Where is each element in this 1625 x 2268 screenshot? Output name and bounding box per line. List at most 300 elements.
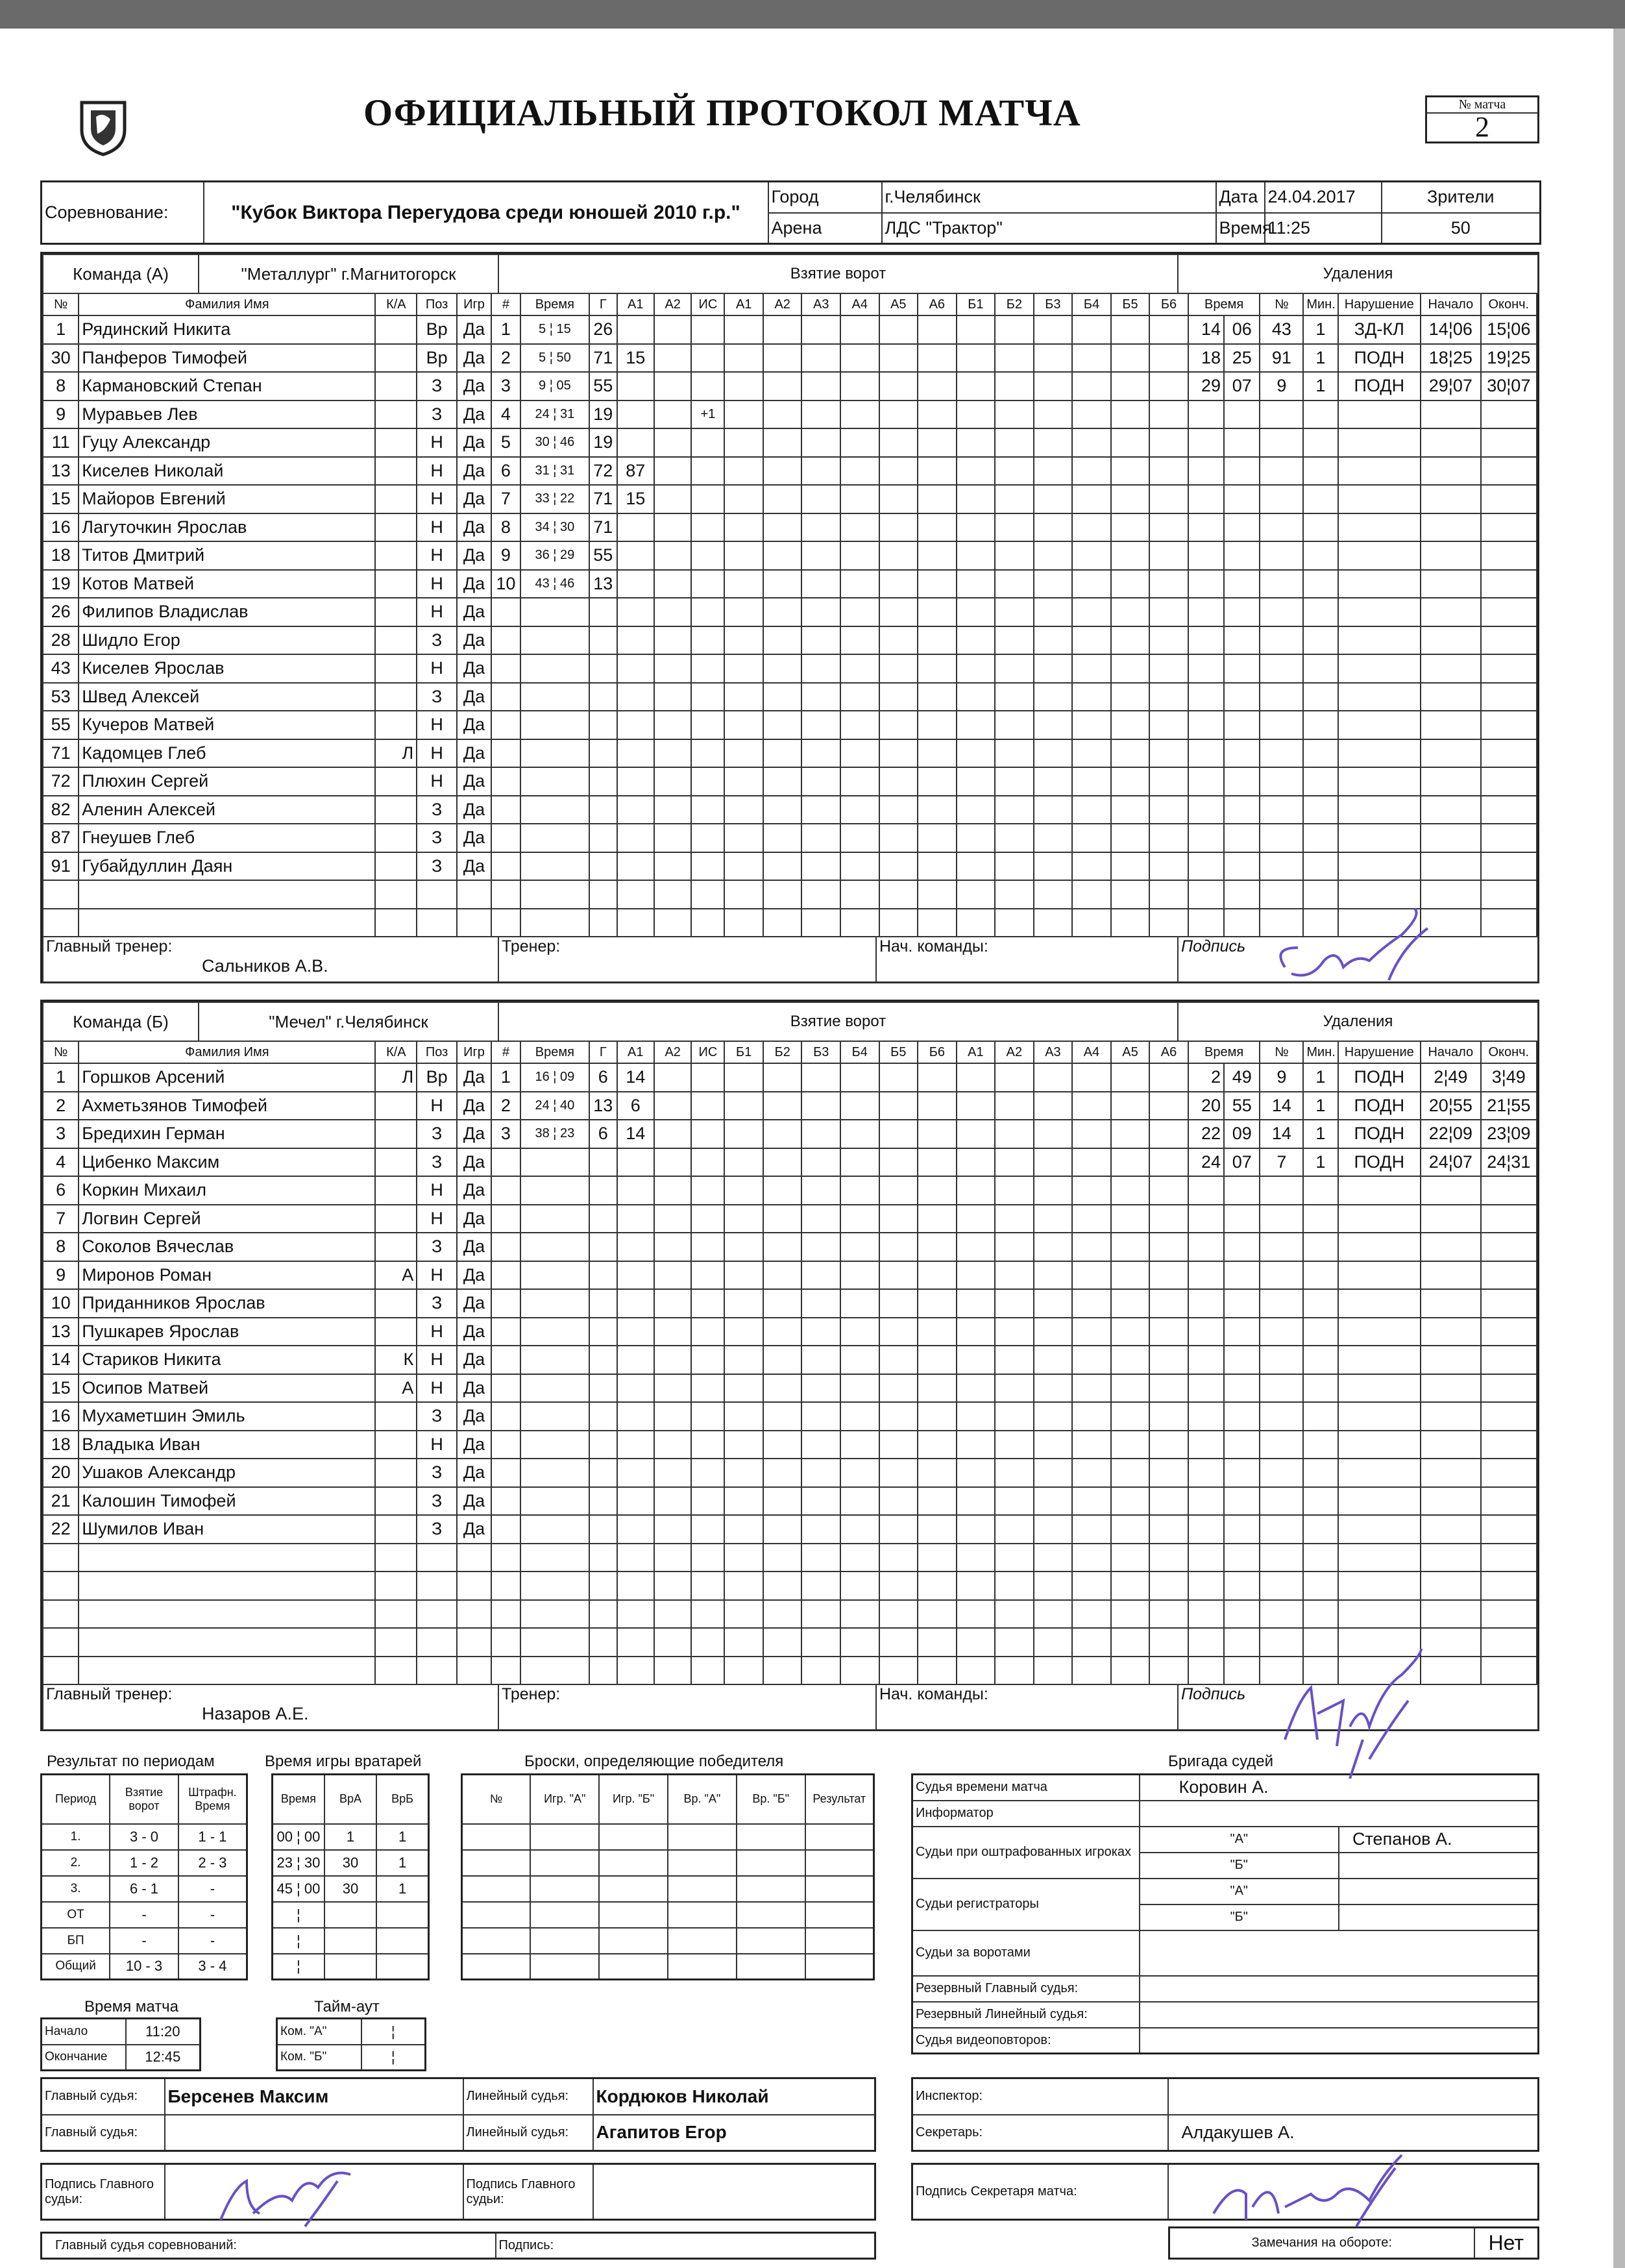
player-played: Да — [457, 1205, 491, 1233]
player-row — [43, 1544, 1537, 1572]
goal-assist-1 — [617, 401, 654, 429]
captain-mark — [375, 541, 417, 570]
captain-mark — [375, 513, 417, 542]
player-name: Гуцу Александр — [79, 428, 375, 457]
player-number — [43, 1628, 79, 1657]
goal-scorer: 55 — [589, 541, 617, 570]
goal-assist-1 — [617, 372, 654, 401]
player-row — [43, 880, 1537, 909]
player-name: Швед Алексей — [79, 683, 375, 711]
goal-scorer: 19 — [589, 428, 617, 457]
goal-assist-1: 14 — [617, 1120, 654, 1148]
captain-mark — [375, 1318, 417, 1346]
penalty-violation: ПОДН — [1338, 1063, 1421, 1092]
player-played — [457, 880, 491, 909]
player-name: Соколов Вячеслав — [79, 1233, 375, 1261]
goal-situation — [691, 457, 724, 486]
goal-assist-1: 87 — [617, 457, 654, 486]
penalty-end: 3¦49 — [1481, 1063, 1537, 1092]
team-grid: № Фамилия Имя К/А Поз Игр # Время Г А1 А2 ИС Б1 Б2 Б3 Б4 Б5 Б6 А1 А2 А3 А4 А5 А6 Время № Мин. Нарушение Начало Оконч. 1 Горшков Арсений Л Вр Да 1 16 ¦ 09 6 14 2 49 9 1 ПОДН 2¦49 3¦49 2 Ахметьзянов Тимофей Н Да 2 24 ¦ 40 13 6 20 55 14 1 ПОДН 20¦55 21¦55 3 Бредихин Герман З Да 3 38 ¦ 23 6 14 22 09 14 1 ПОДН 22¦09 23¦09 4 Цибенко Максим З Да 24 07 7 1 ПОДН 24¦07 24¦31 6 Коркин Михаил Н Да 7 Логвин Сергей Н Да 8 Соколов Вячеслав З Да 9 Миронов Роман А Н Да 10 Приданников Ярослав З Да 13 Пушкарев Ярослав Н Да 14 Стариков Никита К Н Да 15 Осипов Матвей А Н Да 16 Мухаметшин Эмиль З Да 18 Владыка Иван Н Да 20 Ушаков Александр З Да 21 Калошин Тимофей З Да 22 Шумилов Иван З Да — [42, 1041, 1537, 1685]
player-name: Логвин Сергей — [79, 1205, 375, 1233]
player-row — [43, 711, 1537, 739]
goal-scorer: 26 — [589, 315, 617, 344]
captain-mark: К — [375, 1346, 417, 1374]
player-row — [43, 1600, 1537, 1629]
penalty-end: 30¦07 — [1481, 372, 1537, 401]
captain-mark — [375, 401, 417, 429]
player-row — [43, 1261, 1537, 1290]
officials-mark — [1324, 1740, 1389, 1779]
coach-footer: Главный тренер: Назаров А.Е. Тренер: Нач. команды: Подпись — [42, 1684, 1539, 1731]
captain-mark — [375, 909, 417, 937]
goal-assist-1 — [617, 513, 654, 542]
player-number — [43, 880, 79, 909]
goal-situation — [691, 1120, 724, 1148]
player-row — [43, 598, 1537, 626]
goal-number: 4 — [491, 401, 520, 429]
player-name: Миронов Роман — [79, 1261, 375, 1290]
player-name: Рядинский Никита — [79, 315, 375, 344]
team-label: Команда (А) — [43, 254, 199, 293]
goal-number: 1 — [491, 315, 520, 344]
player-number: 4 — [43, 1148, 79, 1177]
player-played: Да — [457, 1289, 491, 1318]
player-played: Да — [457, 372, 491, 401]
player-position — [417, 1600, 457, 1629]
player-number: 9 — [43, 401, 79, 429]
signature-label: Подпись — [1178, 1684, 1538, 1730]
captain-mark — [375, 1148, 417, 1177]
penalty-violation: ПОДН — [1338, 1092, 1421, 1120]
penalties-header: Удаления — [1178, 254, 1538, 293]
goal-scorer: 6 — [589, 1120, 617, 1148]
player-name: Владыка Иван — [79, 1431, 375, 1459]
period-row: Общий 10 - 3 3 - 4 — [42, 1954, 247, 1980]
captain-mark — [375, 315, 417, 344]
goal-number: 10 — [491, 570, 520, 598]
player-number: 10 — [43, 1289, 79, 1318]
player-position — [417, 1572, 457, 1600]
player-played — [457, 1628, 491, 1657]
penalty-player: 43 — [1260, 315, 1303, 344]
team-name: "Мечел" г.Челябинск — [199, 1002, 498, 1041]
signature-label: Подпись — [1178, 937, 1538, 982]
player-position: Н — [417, 1176, 457, 1205]
player-name: Плюхин Сергей — [79, 767, 375, 796]
player-number: 26 — [43, 598, 79, 626]
player-name: Бредихин Герман — [79, 1120, 375, 1148]
shootout-table: № Игр. "А" Игр. "Б" Вр. "А" Вр. "Б" Результат — [461, 1773, 875, 1980]
penalty-violation: ПОДН — [1338, 372, 1421, 401]
captain-mark — [375, 880, 417, 909]
captain-mark — [375, 1600, 417, 1629]
player-name: Киселев Ярослав — [79, 654, 375, 683]
player-number: 20 — [43, 1459, 79, 1487]
goal-number: 5 — [491, 428, 520, 457]
penalty-start: 29¦07 — [1421, 372, 1481, 401]
player-position — [417, 1544, 457, 1572]
goal-time: 30 ¦ 46 — [520, 428, 589, 457]
player-number: 1 — [43, 1063, 79, 1092]
penalty-minute: 22 — [1188, 1120, 1224, 1148]
goal-scorer: 13 — [589, 1092, 617, 1120]
player-position: З — [417, 1289, 457, 1318]
player-played: Да — [457, 1487, 491, 1516]
goal-situation — [691, 570, 724, 598]
penalty-second: 06 — [1224, 315, 1260, 344]
player-number: 30 — [43, 344, 79, 373]
penalty-start: 22¦09 — [1421, 1120, 1481, 1148]
player-number: 28 — [43, 626, 79, 655]
goal-assist-2 — [654, 428, 691, 457]
player-played: Да — [457, 485, 491, 513]
periods-table: Период Взятие ворот Штрафн. Время 1. 3 - 0 1 - 1 2. 1 - 2 2 - 3 3. 6 - 1 - ОТ - - БП - - Общий 10 - 3 3 - 4 — [40, 1773, 248, 1980]
goal-assist-2 — [654, 1063, 691, 1092]
player-row — [43, 739, 1537, 768]
player-name: Кадомцев Глеб — [79, 739, 375, 768]
captain-mark — [375, 852, 417, 881]
goal-number: 8 — [491, 513, 520, 542]
team-label: Команда (Б) — [43, 1002, 199, 1041]
player-played: Да — [457, 428, 491, 457]
player-name: Киселев Николай — [79, 457, 375, 486]
player-name — [79, 880, 375, 909]
captain-mark — [375, 711, 417, 739]
player-name: Котов Матвей — [79, 570, 375, 598]
player-position: Н — [417, 1205, 457, 1233]
penalty-minute: 18 — [1188, 344, 1224, 373]
match-number-box: № матча 2 — [1425, 95, 1539, 143]
goal-number: 6 — [491, 457, 520, 486]
player-number: 72 — [43, 767, 79, 796]
goal-situation — [691, 513, 724, 542]
penalty-minutes: 1 — [1303, 1063, 1338, 1092]
penalty-minutes: 1 — [1303, 372, 1338, 401]
player-name: Приданников Ярослав — [79, 1289, 375, 1318]
player-number: 9 — [43, 1261, 79, 1290]
captain-mark — [375, 1515, 417, 1544]
scan-top-border — [0, 0, 1625, 29]
player-position: Вр — [417, 315, 457, 344]
captain-mark — [375, 598, 417, 626]
player-position: Н — [417, 654, 457, 683]
player-name: Ахметьзянов Тимофей — [79, 1092, 375, 1120]
player-number: 2 — [43, 1092, 79, 1120]
player-name: Мухаметшин Эмиль — [79, 1402, 375, 1431]
goalie-row: ¦ — [273, 1928, 429, 1954]
player-number: 8 — [43, 372, 79, 401]
goal-time: 31 ¦ 31 — [520, 457, 589, 486]
player-number: 7 — [43, 1205, 79, 1233]
player-number: 16 — [43, 513, 79, 542]
penalty-violation: ПОДН — [1338, 1120, 1421, 1148]
goalie-row: 45 ¦ 00 30 1 — [273, 1876, 429, 1902]
player-played — [457, 1572, 491, 1600]
captain-mark: А — [375, 1374, 417, 1403]
coach-a-signature — [1272, 909, 1441, 1006]
player-name: Шидло Егор — [79, 626, 375, 655]
goal-situation — [691, 372, 724, 401]
penalty-end: 24¦31 — [1481, 1148, 1537, 1177]
captain-mark — [375, 1120, 417, 1148]
period-row: 3. 6 - 1 - — [42, 1876, 247, 1902]
captain-mark: А — [375, 1261, 417, 1290]
goalie-row: ¦ — [273, 1954, 429, 1980]
player-row — [43, 796, 1537, 824]
captain-mark — [375, 457, 417, 486]
goal-scorer: 19 — [589, 401, 617, 429]
head-coach-name: Сальников А.В. — [202, 956, 328, 976]
penalty-start: 14¦06 — [1421, 315, 1481, 344]
period-row: ОТ - - — [42, 1902, 247, 1928]
secretary-name: Алдакушев А. — [1168, 2115, 1539, 2151]
player-position: Н — [417, 485, 457, 513]
player-position: Н — [417, 428, 457, 457]
page-title: ОФИЦИАЛЬНЫЙ ПРОТОКОЛ МАТЧА — [363, 92, 1081, 134]
goal-time: 9 ¦ 05 — [520, 372, 589, 401]
captain-mark — [375, 683, 417, 711]
player-name — [79, 1628, 375, 1657]
match-time-title: Время матча — [84, 1998, 179, 2015]
player-position: Н — [417, 1346, 457, 1374]
player-played: Да — [457, 654, 491, 683]
player-number: 13 — [43, 457, 79, 486]
captain-mark — [375, 1289, 417, 1318]
player-number: 53 — [43, 683, 79, 711]
player-played: Да — [457, 1148, 491, 1177]
player-played: Да — [457, 739, 491, 768]
referees-table: Главный судья: Берсенев Максим Линейный судья: Кордюков Николай Главный судья: Линейный судья: Агапитов Егор — [40, 2077, 876, 2152]
penalty-end: 23¦09 — [1481, 1120, 1537, 1148]
player-number: 55 — [43, 711, 79, 739]
player-position: З — [417, 1148, 457, 1177]
main-referee-signature — [208, 2162, 376, 2233]
player-row — [43, 513, 1537, 542]
goal-time: 38 ¦ 23 — [520, 1120, 589, 1148]
penalty-second: 25 — [1224, 344, 1260, 373]
penalty-end: 21¦55 — [1481, 1092, 1537, 1120]
goal-scorer: 55 — [589, 372, 617, 401]
goal-assist-1 — [617, 570, 654, 598]
player-position: З — [417, 1487, 457, 1516]
player-name: Титов Дмитрий — [79, 541, 375, 570]
captain-mark — [375, 1402, 417, 1431]
team-grid: № Фамилия Имя К/А Поз Игр # Время Г А1 А2 ИС А1 А2 А3 А4 А5 А6 Б1 Б2 Б3 Б4 Б5 Б6 Время № Мин. Нарушение Начало Оконч. 1 Рядинский Никита Вр Да 1 5 ¦ 15 26 14 06 43 1 ЗД-КЛ 14¦06 15¦06 30 Панферов Тимофей Вр Да 2 5 ¦ 50 71 15 18 25 91 1 ПОДН 18¦25 19¦25 8 Кармановский Степан З Да 3 9 ¦ 05 55 29 07 9 1 ПОДН 29¦07 30¦07 9 Муравьев Лев З Да 4 24 ¦ 31 19 +1 11 Гуцу Александр Н Да 5 30 ¦ 46 19 13 Киселев Николай Н Да 6 31 ¦ 31 72 87 15 Майоров Евгений Н Да 7 33 ¦ 22 71 15 16 Лагуточкин Ярослав Н Да 8 34 ¦ 30 71 18 Титов Дмитрий Н Да 9 36 ¦ 29 55 19 Котов Матвей Н Да 10 43 ¦ 46 13 26 Филипов Владислав Н Да 28 Шидло Егор З Да 43 Киселев Ярослав Н Да 53 Швед Алексей З Да 55 Кучеров Матвей Н Да 71 Кадомцев Глеб Л Н Да 72 Плюхин Сергей Н Да 82 Аленин Алексей З Да 87 Гнеушев Глеб З Да 91 Губайдуллин Даян З Да — [42, 293, 1537, 937]
penalty-player: 14 — [1260, 1120, 1303, 1148]
goal-assist-2 — [654, 485, 691, 513]
player-number: 18 — [43, 1431, 79, 1459]
player-name: Лагуточкин Ярослав — [79, 513, 375, 542]
penalty-player: 7 — [1260, 1148, 1303, 1177]
player-row — [43, 457, 1537, 486]
player-row — [43, 428, 1537, 457]
player-played: Да — [457, 1346, 491, 1374]
player-row — [43, 852, 1537, 881]
player-row — [43, 1572, 1537, 1600]
captain-mark — [375, 1431, 417, 1459]
goal-scorer: 71 — [589, 513, 617, 542]
penalty-minute: 20 — [1188, 1092, 1224, 1120]
player-played: Да — [457, 824, 491, 852]
player-name: Коркин Михаил — [79, 1176, 375, 1205]
player-number: 1 — [43, 315, 79, 344]
goal-time: 24 ¦ 40 — [520, 1092, 589, 1120]
player-played: Да — [457, 1176, 491, 1205]
goals-header: Взятие ворот — [498, 1002, 1178, 1041]
player-number — [43, 909, 79, 937]
captain-mark — [375, 1487, 417, 1516]
scan-right-border — [1613, 29, 1625, 2268]
penalty-minutes: 1 — [1303, 344, 1338, 373]
player-name: Калошин Тимофей — [79, 1487, 375, 1516]
captain-mark — [375, 428, 417, 457]
player-row — [43, 372, 1537, 401]
player-name: Кармановский Степан — [79, 372, 375, 401]
player-played: Да — [457, 1261, 491, 1290]
player-row — [43, 1205, 1537, 1233]
goal-situation — [691, 428, 724, 457]
player-name: Кучеров Матвей — [79, 711, 375, 739]
player-played: Да — [457, 1515, 491, 1544]
player-position: З — [417, 1459, 457, 1487]
player-position: З — [417, 852, 457, 881]
player-position: З — [417, 1515, 457, 1544]
goal-time: 36 ¦ 29 — [520, 541, 589, 570]
player-played: Да — [457, 401, 491, 429]
coach-footer: Главный тренер: Сальников А.В. Тренер: Нач. команды: Подпись — [42, 936, 1539, 983]
goal-assist-2 — [654, 570, 691, 598]
penalty-second: 49 — [1224, 1063, 1260, 1092]
goal-situation — [691, 344, 724, 373]
player-position: З — [417, 1120, 457, 1148]
player-name: Муравьев Лев — [79, 401, 375, 429]
player-name — [79, 1657, 375, 1685]
captain-mark — [375, 344, 417, 373]
goal-assist-1 — [617, 315, 654, 344]
player-row — [43, 1459, 1537, 1487]
player-played: Да — [457, 1431, 491, 1459]
player-played: Да — [457, 598, 491, 626]
goal-situation — [691, 315, 724, 344]
player-position — [417, 880, 457, 909]
penalty-start: 20¦55 — [1421, 1092, 1481, 1120]
penalty-end: 19¦25 — [1481, 344, 1537, 373]
penalty-minute: 24 — [1188, 1148, 1224, 1177]
player-played: Да — [457, 513, 491, 542]
player-row — [43, 626, 1537, 655]
penalty-violation: ЗД-КЛ — [1338, 315, 1421, 344]
match-time-table: Начало 11:20 Окончание 12:45 — [40, 2017, 201, 2071]
player-position: З — [417, 1402, 457, 1431]
goal-assist-2 — [654, 401, 691, 429]
player-position: Н — [417, 767, 457, 796]
goal-number: 3 — [491, 372, 520, 401]
goal-time: 16 ¦ 09 — [520, 1063, 589, 1092]
match-number: 2 — [1475, 111, 1489, 143]
goal-situation — [691, 541, 724, 570]
player-name — [79, 909, 375, 937]
secretary-table: Инспектор: Секретарь: Алдакушев А. — [911, 2077, 1539, 2152]
player-row — [43, 1318, 1537, 1346]
player-position: З — [417, 824, 457, 852]
goal-number: 3 — [491, 1120, 520, 1148]
player-row — [43, 654, 1537, 683]
goal-assist-1 — [617, 541, 654, 570]
goal-assist-2 — [654, 1120, 691, 1148]
player-played: Да — [457, 315, 491, 344]
player-number: 13 — [43, 1318, 79, 1346]
captain-mark: Л — [375, 1063, 417, 1092]
goal-time: 5 ¦ 15 — [520, 315, 589, 344]
player-row — [43, 1487, 1537, 1516]
player-position: Н — [417, 457, 457, 486]
penalty-minutes: 1 — [1303, 1148, 1338, 1177]
competition-label: Соревнование: — [42, 182, 204, 244]
goal-scorer: 6 — [589, 1063, 617, 1092]
goal-assist-2 — [654, 513, 691, 542]
player-name: Пушкарев Ярослав — [79, 1318, 375, 1346]
goal-number: 2 — [491, 344, 520, 373]
secretary-signature — [1207, 2155, 1415, 2233]
captain-mark — [375, 1233, 417, 1261]
player-number: 16 — [43, 1402, 79, 1431]
player-name: Панферов Тимофей — [79, 344, 375, 373]
captain-mark — [375, 1205, 417, 1233]
player-played: Да — [457, 626, 491, 655]
player-position: Н — [417, 739, 457, 768]
player-position: З — [417, 683, 457, 711]
goal-scorer: 13 — [589, 570, 617, 598]
goal-assist-2 — [654, 1092, 691, 1120]
captain-mark — [375, 1628, 417, 1657]
player-name: Горшков Арсений — [79, 1063, 375, 1092]
goal-situation: +1 — [691, 401, 724, 429]
player-number — [43, 1657, 79, 1685]
player-position — [417, 1657, 457, 1685]
timekeeper-name: Коровин А. — [1140, 1775, 1539, 1801]
goal-number: 7 — [491, 485, 520, 513]
goal-scorer: 71 — [589, 485, 617, 513]
player-position: Н — [417, 711, 457, 739]
penalty-minute: 29 — [1188, 372, 1224, 401]
player-number: 43 — [43, 654, 79, 683]
player-name — [79, 1600, 375, 1629]
goal-time: 34 ¦ 30 — [520, 513, 589, 542]
goal-assist-2 — [654, 315, 691, 344]
player-played: Да — [457, 541, 491, 570]
penalty-judge-a: Степанов А. — [1339, 1827, 1539, 1853]
penalty-second: 07 — [1224, 372, 1260, 401]
player-number: 82 — [43, 796, 79, 824]
penalty-minute: 14 — [1188, 315, 1224, 344]
player-row — [43, 1402, 1537, 1431]
player-number — [43, 1544, 79, 1572]
goal-assist-2 — [654, 457, 691, 486]
player-played: Да — [457, 1459, 491, 1487]
player-name: Шумилов Иван — [79, 1515, 375, 1544]
goal-situation — [691, 1063, 724, 1092]
player-row — [43, 1289, 1537, 1318]
captain-mark — [375, 824, 417, 852]
line-referee-name: Агапитов Егор — [593, 2115, 875, 2151]
player-played: Да — [457, 1374, 491, 1403]
goal-assist-1: 15 — [617, 344, 654, 373]
penalty-player: 9 — [1260, 1063, 1303, 1092]
league-logo-icon — [77, 97, 130, 156]
penalty-player: 9 — [1260, 372, 1303, 401]
player-position: З — [417, 796, 457, 824]
remarks-value: Нет — [1474, 2228, 1539, 2259]
